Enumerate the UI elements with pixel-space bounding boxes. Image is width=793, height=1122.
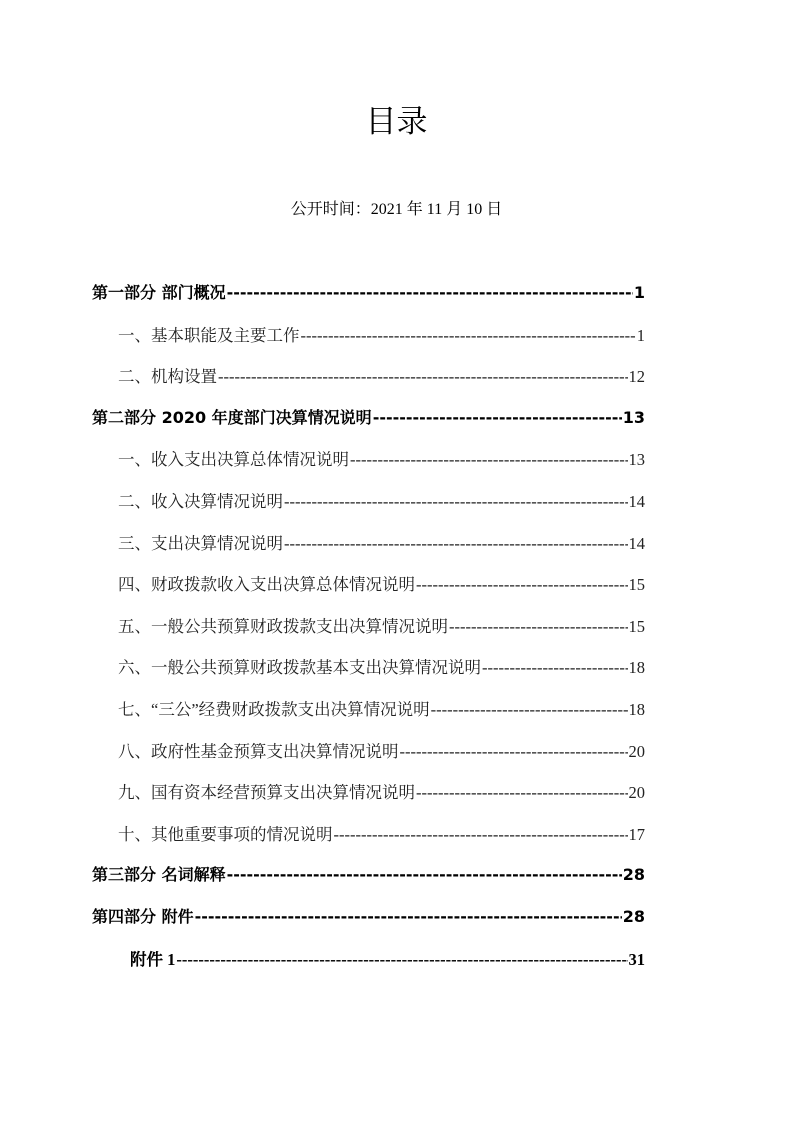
toc-leader-dashes — [301, 326, 636, 346]
toc-entry-page: 13 — [628, 450, 645, 470]
toc-entry-label: 七、“三公”经费财政拨款支出决算情况说明 — [118, 699, 430, 719]
toc-entry-page: 18 — [628, 699, 645, 719]
toc-entry-page: 1 — [636, 325, 645, 345]
toc-leader-dashes — [218, 367, 628, 387]
toc-leader-dashes — [195, 907, 622, 926]
toc-entry[interactable] — [92, 322, 645, 364]
toc-entry[interactable] — [92, 405, 645, 447]
toc-entry-label: 四、财政拨款收入支出决算总体情况说明 — [118, 575, 415, 595]
toc-entry-label: 二、机构设置 — [118, 367, 217, 387]
toc-entry-page: 20 — [628, 783, 645, 803]
toc-entry-label: 第四部分 附件 — [92, 906, 194, 926]
toc-entry-label: 第三部分 名词解释 — [92, 865, 226, 885]
toc-entry-page: 12 — [628, 367, 645, 387]
toc-entry[interactable] — [92, 779, 645, 821]
toc-entry[interactable] — [92, 446, 645, 488]
toc-entry-page: 14 — [628, 491, 645, 511]
toc-entry-label: 九、国有资本经营预算支出决算情况说明 — [118, 783, 415, 803]
toc-leader-dashes — [482, 658, 628, 678]
toc-entry-label: 三、支出决算情况说明 — [118, 533, 283, 553]
toc-leader-dashes — [373, 408, 622, 427]
toc-leader-dashes — [449, 617, 628, 637]
toc-entry-label: 五、一般公共预算财政拨款支出决算情况说明 — [118, 616, 448, 636]
toc-leader-dashes — [284, 534, 628, 554]
toc-entry-label: 六、一般公共预算财政拨款基本支出决算情况说明 — [118, 658, 481, 678]
toc-leader-dashes — [284, 492, 628, 512]
toc-entry[interactable] — [92, 738, 645, 780]
toc-entry-label: 附件 1 — [130, 949, 176, 969]
toc-entry-page: 20 — [628, 741, 645, 761]
toc-leader-dashes — [176, 950, 627, 970]
toc-entry[interactable] — [92, 654, 645, 696]
toc-entry-page: 15 — [628, 575, 645, 595]
toc-entry[interactable] — [92, 530, 645, 572]
table-of-contents — [92, 280, 645, 987]
toc-entry[interactable] — [92, 696, 645, 738]
toc-entry-page: 31 — [628, 949, 645, 969]
toc-entry-page: 28 — [622, 906, 645, 926]
toc-entry-label: 第二部分 2020 年度部门决算情况说明 — [92, 407, 372, 427]
toc-entry[interactable] — [92, 904, 645, 946]
toc-entry-page: 15 — [628, 616, 645, 636]
toc-entry[interactable] — [92, 862, 645, 904]
toc-entry-page: 1 — [633, 283, 645, 302]
toc-entry-label: 第一部分 部门概况 — [92, 283, 226, 302]
toc-entry[interactable] — [92, 571, 645, 613]
toc-leader-dashes — [416, 783, 628, 803]
toc-leader-dashes — [431, 700, 628, 720]
toc-leader-dashes — [350, 450, 628, 470]
toc-leader-dashes — [400, 742, 628, 762]
toc-leader-dashes — [416, 575, 628, 595]
toc-entry-label: 一、基本职能及主要工作 — [118, 325, 300, 345]
toc-entry-label: 十、其他重要事项的情况说明 — [118, 824, 333, 844]
toc-entry-page: 14 — [628, 533, 645, 553]
toc-entry-label: 二、收入决算情况说明 — [118, 491, 283, 511]
toc-entry-page: 13 — [622, 407, 645, 427]
toc-leader-dashes — [227, 865, 622, 884]
page-title: 目录 — [365, 104, 428, 140]
toc-entry-page: 28 — [622, 865, 645, 885]
toc-entry-page: 17 — [628, 824, 645, 844]
toc-entry[interactable] — [92, 280, 645, 322]
toc-leader-dashes — [227, 283, 633, 302]
toc-entry[interactable] — [92, 488, 645, 530]
toc-entry-label: 一、收入支出决算总体情况说明 — [118, 450, 349, 470]
toc-entry-label: 八、政府性基金预算支出决算情况说明 — [118, 741, 399, 761]
toc-entry-page: 18 — [628, 658, 645, 678]
toc-entry[interactable] — [92, 946, 645, 988]
publish-date: 公开时间：2021 年 11 月 10 日 — [290, 201, 503, 218]
toc-entry[interactable] — [92, 613, 645, 655]
toc-entry[interactable] — [92, 363, 645, 405]
toc-leader-dashes — [334, 825, 628, 845]
toc-entry[interactable] — [92, 821, 645, 863]
